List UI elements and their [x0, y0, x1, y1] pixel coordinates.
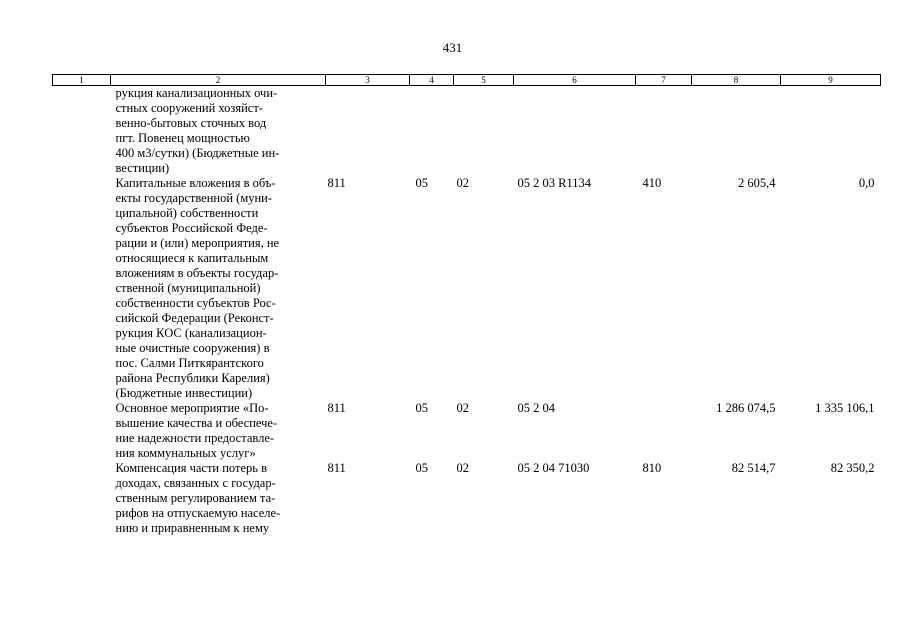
row-amount-1: 1 286 074,5 [716, 401, 776, 415]
row-subsection-code: 02 [456, 461, 469, 475]
row-description: рукция канализационных очи- стных сооружений хозяйст- венно-бытовых сточных вод пгт. Повенец мощностью 400 м3/сутки) (Бюджетные ин- вестиции) [115, 86, 280, 175]
row-empty-cell [53, 86, 111, 177]
row-section-code: 05 [415, 401, 428, 415]
column-header: 5 [454, 75, 514, 86]
table-row [53, 86, 881, 177]
column-header: 1 [53, 75, 111, 86]
row-ministry-code: 811 [327, 176, 346, 190]
row-ministry-code: 811 [327, 401, 346, 415]
row-section-code [410, 86, 454, 177]
row-expense-type [636, 401, 692, 461]
row-subsection-code: 02 [456, 401, 469, 415]
row-section-code: 05 [415, 176, 428, 190]
table-row [53, 401, 881, 461]
row-subsection-code [454, 86, 514, 177]
page-number: 431 [442, 40, 463, 55]
column-header: 6 [514, 75, 636, 86]
row-ministry-code: 811 [327, 461, 346, 475]
column-header: 3 [326, 75, 410, 86]
column-number-row [53, 75, 881, 86]
row-expense-type [636, 86, 692, 177]
row-amount-1 [692, 86, 781, 177]
row-target-code: 05 2 04 [517, 401, 555, 415]
row-empty-cell [53, 461, 111, 536]
row-ministry-code [326, 86, 410, 177]
row-subsection-code: 02 [456, 176, 469, 190]
row-amount-2: 0,0 [858, 176, 875, 190]
column-header: 4 [410, 75, 454, 86]
column-header: 9 [781, 75, 881, 86]
column-header: 7 [636, 75, 692, 86]
row-amount-2: 82 350,2 [830, 461, 875, 475]
row-amount-1: 2 605,4 [738, 176, 776, 190]
row-amount-1: 82 514,7 [731, 461, 776, 475]
row-empty-cell [53, 401, 111, 461]
row-expense-type: 410 [642, 176, 662, 190]
table-header [53, 75, 881, 86]
table-row [53, 176, 881, 401]
row-target-code [514, 86, 636, 177]
column-header: 2 [111, 75, 326, 86]
row-section-code: 05 [415, 461, 428, 475]
row-target-code: 05 2 04 71030 [517, 461, 590, 475]
row-description: Капитальные вложения в объ- екты государственной (муни- ципальной) собственности субъектов Российской Феде- рации и (или) мероприятия, не относящиеся к капитальным вложениям в объекты государ- ственной (муниципальной) собственности субъектов Рос- сийской Федерации (Реконст- рукция КОС (канализацион- ные очистные сооружения) в пос. Салми Питкярантского района Республики Карелия) (Бюджетные инвестиции) [115, 176, 280, 400]
row-amount-2 [781, 86, 881, 177]
column-header: 8 [692, 75, 781, 86]
row-description: Компенсация части потерь в доходах, связанных с государ- ственным регулированием та- рифов на отпускаемую населе- нию и приравненным к нему [115, 461, 281, 535]
row-expense-type: 810 [642, 461, 662, 475]
budget-table [52, 74, 881, 536]
row-target-code: 05 2 03 R1134 [517, 176, 591, 190]
row-amount-2: 1 335 106,1 [815, 401, 875, 415]
table-row [53, 461, 881, 536]
row-description: Основное мероприятие «По- вышение качества и обеспече- ние надежности предоставле- ния коммунальных услуг» [115, 401, 278, 460]
row-empty-cell [53, 176, 111, 401]
